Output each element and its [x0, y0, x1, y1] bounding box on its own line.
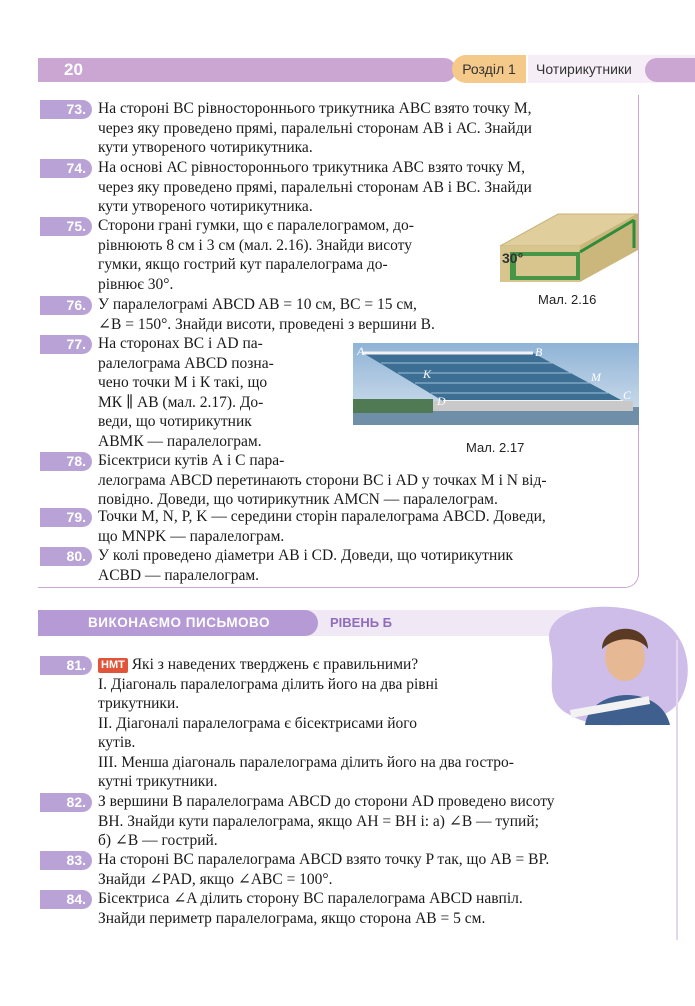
problem-84 [98, 889, 523, 928]
line: гумки, якщо гострий кут паралелограма до- [98, 256, 388, 273]
line: На основі АС рівностороннього трикутника АВС взято точку М, [98, 159, 525, 176]
problem-81 [98, 655, 514, 792]
line-text: Які з наведених тверджень є правильними? [131, 656, 419, 673]
label-b: B [535, 345, 543, 359]
line [98, 655, 514, 675]
line: через яку проведено прямі, паралельні сторонам АВ і ВС. Знайди [98, 178, 532, 196]
line: що MNPK — паралелограм. [98, 527, 285, 545]
margin-line [676, 640, 678, 940]
line: Бісектриси кутів А і С пара- [98, 452, 285, 469]
problem-number: 77. [40, 335, 92, 354]
page-number: 20 [64, 60, 83, 79]
problem-number: 74. [40, 159, 92, 178]
section-tab: Розділ 1 [452, 55, 526, 83]
problem-83 [98, 850, 549, 889]
line: ACBD — паралелограм. [98, 566, 260, 584]
problem-73 [98, 99, 532, 158]
line: У колі проведено діаметри AB і CD. Доведи, що чотирикутник [98, 547, 514, 564]
line: Бісектриса ∠A ділить сторону BC паралелограма ABCD навпіл. [98, 890, 523, 907]
header-bar-end [645, 58, 695, 82]
figure-caption: Мал. 2.16 [538, 292, 597, 307]
line: повідно. Доведи, що чотирикутник АМСN — паралелограм. [98, 491, 498, 508]
line: II. Діагоналі паралелограма є бісектрисами його [98, 714, 417, 732]
problem-number: 83. [40, 851, 92, 870]
problem-77 [98, 334, 338, 451]
line: АВМК — паралелограм. [98, 432, 262, 450]
problem-74 [98, 158, 532, 217]
line: I. Діагональ паралелограма ділить його на два рівні [98, 675, 439, 693]
chapter-title: Чотирикутники [528, 55, 695, 83]
problem-number: 75. [40, 217, 92, 236]
line: ∠B = 150°. Знайди висоти, проведені з вершини B. [98, 315, 435, 333]
angle-label: 30° [502, 250, 524, 266]
problem-number: 78. [40, 452, 92, 471]
problem-number: 84. [40, 890, 92, 909]
problem-number: 81. [40, 656, 92, 675]
line: лелограма АВСD перетинають сторони ВС і АD у точках М і N від- [98, 471, 547, 489]
label-k: K [423, 367, 432, 381]
line: Знайди периметр паралелограма, якщо сторона AB = 5 см. [98, 909, 486, 927]
line: трикутники. [98, 695, 180, 712]
label-c: C [623, 388, 632, 402]
line: Точки M, N, P, K — середини сторін паралелограма ABCD. Доведи, [98, 508, 546, 525]
line: чено точки М і К такі, що [98, 374, 268, 391]
line: через яку проведено прямі, паралельні сторонам АВ і АС. Знайди [98, 119, 532, 137]
problem-number: 79. [40, 508, 92, 527]
problem-number: 80. [40, 547, 92, 566]
line: На стороні ВС рівностороннього трикутника АВС взято точку М, [98, 100, 532, 117]
line: Знайди ∠PAD, якщо ∠ABC = 100°. [98, 870, 333, 888]
line: рівнюють 8 см і 3 см (мал. 2.16). Знайди висоту [98, 236, 412, 254]
eraser-figure [498, 212, 640, 284]
header-bar [38, 58, 456, 82]
student-illustration [530, 605, 690, 733]
level-label: РІВЕНЬ Б [300, 610, 580, 636]
problem-78 [98, 451, 547, 510]
face-inner [516, 256, 576, 276]
line: б) ∠B — гострий. [98, 832, 218, 849]
figure-caption: Мал. 2.17 [466, 440, 525, 455]
line: На стороні BC паралелограма ABCD взято точку P так, що AB = BP. [98, 851, 550, 868]
line: кути утвореного чотирикутника. [98, 139, 313, 156]
line: З вершини B паралелограма ABCD до сторони AD проведено висоту [98, 793, 555, 810]
problem-82 [98, 792, 555, 851]
problem-80 [98, 546, 513, 585]
problem-number: 82. [40, 793, 92, 812]
line: кути утвореного чотирикутника. [98, 198, 313, 215]
line: кутів. [98, 734, 136, 751]
trees [353, 399, 433, 413]
section-title: ВИКОНАЄМО ПИСЬМОВО [38, 610, 318, 636]
problem-number: 76. [40, 296, 92, 315]
building-photo [353, 343, 639, 425]
nmt-badge: НМТ [98, 658, 128, 673]
pier [433, 401, 633, 411]
problem-number: 73. [40, 100, 92, 119]
line: BH. Знайди кути паралелограма, якщо AH = BH і: а) ∠B — тупий; [98, 812, 539, 830]
label-d: D [437, 394, 446, 408]
line: МК ∥ АВ (мал. 2.17). До- [98, 393, 264, 411]
line: У паралелограмі ABCD AB = 10 см, BC = 15 см, [98, 296, 417, 313]
problem-79 [98, 507, 546, 546]
line: На сторонах ВС і АD па- [98, 335, 263, 352]
line: рівнює 30°. [98, 275, 174, 293]
line: Сторони грані гумки, що є паралелограмом, до- [98, 217, 414, 234]
line: III. Менша діагональ паралелограма ділить його на два гостро- [98, 753, 514, 771]
label-m: M [591, 370, 601, 384]
label-a: A [357, 344, 365, 358]
line: веди, що чотирикутник [98, 413, 252, 430]
line: кутні трикутники. [98, 773, 218, 790]
problem-75 [98, 216, 414, 294]
problem-76 [98, 295, 435, 334]
line: ралелограма АВСD позна- [98, 354, 274, 372]
